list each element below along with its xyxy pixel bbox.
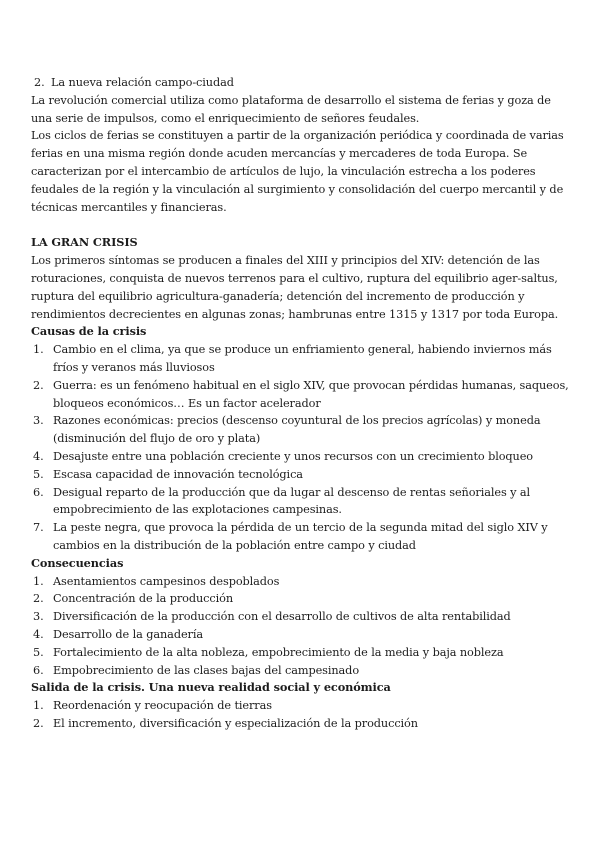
list-item-text: Desigual reparto de la producción que da lugar al descenso de rentas señoriales y al empobrecimiento de las explotaciones campesinas. [53,485,531,517]
list-item-text: Diversificación de la producción con el desarrollo de cultivos de alta rentabilidad [53,610,511,624]
list-item-text: Asentamientos campesinos despoblados [53,574,280,588]
list-item [31,590,573,608]
list-item-text: Desarrollo de la ganadería [53,627,203,641]
salida-list [31,697,573,733]
list-item [31,697,573,715]
document-content [31,74,573,733]
list-number: 5. [33,645,44,659]
list-item-text: Guerra: es un fenómeno habitual en el siglo XIV, que provocan pérdidas humanas, saqueos, bloqueos económicos… Es un factor acelerador [53,378,569,410]
consecuencias-list [31,573,573,680]
list-item-text: Razones económicas: precios (descenso coyuntural de los precios agrícolas) y moneda (disminución del flujo de oro y plata) [53,414,541,446]
list-item-text: Empobrecimiento de las clases bajas del campesinado [53,663,360,677]
list-item [31,626,573,644]
list-item [31,662,573,680]
causas-heading: Causas de la crisis [31,324,147,339]
list-number: 7. [33,521,44,535]
list-item [31,466,573,484]
list-item [31,377,573,413]
list-number: 1. [33,343,44,357]
list-item [31,448,573,466]
list-number: 6. [33,663,44,677]
list-item [31,573,573,591]
list-item [31,412,573,448]
relation-list [31,74,573,92]
list-item [31,341,573,377]
paragraph-ciclos: Los ciclos de ferias se constituyen a partir de la organización periódica y coordinada de varias ferias en una misma región donde acuden mercancías y mercaderes de toda Europa. Se caracterizan por el intercambio de artículos de lujo, la vinculación estrecha a los poderes feudales de la región y la vinculación al surgimiento y consolidación del cuerpo mercantil y de técnicas mercantiles y financieras. [31,129,564,214]
list-number: 4. [33,627,44,641]
list-number: 2. [33,716,44,730]
paragraph-sintomas: Los primeros síntomas se producen a finales del XIII y principios del XIV: detención de las roturaciones, conquista de nuevos terrenos para el cultivo, ruptura del equilibrio ager-saltus, ruptura del equilibrio agricultura-ganadería; detención del incremento de producción y rendimientos decrecientes en algunas zonas; hambrunas entre 1315 y 1317 por toda Europa. [31,254,559,321]
list-item-text: Concentración de la producción [53,592,234,606]
list-number: 3. [33,610,44,624]
list-number: 1. [33,574,44,588]
causas-list [31,341,573,555]
section-spacer [31,216,573,234]
list-number: 1. [33,699,44,713]
list-number: 6. [33,485,44,499]
list-item [31,644,573,662]
list-item [31,608,573,626]
list-item-text: Desajuste entre una población creciente y unos recursos con un crecimiento bloqueo [53,449,534,463]
list-item-text: Escasa capacidad de innovación tecnológica [53,467,303,481]
list-number: 3. [33,414,44,428]
list-number: 4. [33,449,44,463]
list-item-text: Reordenación y reocupación de tierras [53,699,272,713]
list-number: 5. [33,467,44,481]
list-number: 2. [33,592,44,606]
list-item [31,484,573,520]
list-item-text: Fortalecimiento de la alta nobleza, empobrecimiento de la media y baja nobleza [53,645,504,659]
list-number: 2. [34,76,45,89]
list-item-text: El incremento, diversificación y especialización de la producción [53,716,418,730]
consecuencias-heading: Consecuencias [31,555,124,570]
paragraph-ferias: La revolución comercial utiliza como plataforma de desarrollo el sistema de ferias y goza de una serie de impulsos, como el enriquecimiento de señores feudales. [31,93,551,125]
list-number: 2. [33,378,44,392]
list-item [31,715,573,733]
list-item-text: La nueva relación campo-ciudad [51,76,234,89]
list-item-text: Cambio en el clima, ya que se produce un enfriamiento general, habiendo inviernos más fríos y veranos más lluviosos [53,343,552,374]
list-item [31,519,573,555]
list-item [31,74,573,92]
list-item-text: La peste negra, que provoca la pérdida de un tercio de la segunda mitad del siglo XIV y cambios en la distribución de la población entre campo y ciudad [53,521,548,552]
salida-heading: Salida de la crisis. Una nueva realidad social y económica [31,680,391,695]
section-title: LA GRAN CRISIS [31,235,138,250]
